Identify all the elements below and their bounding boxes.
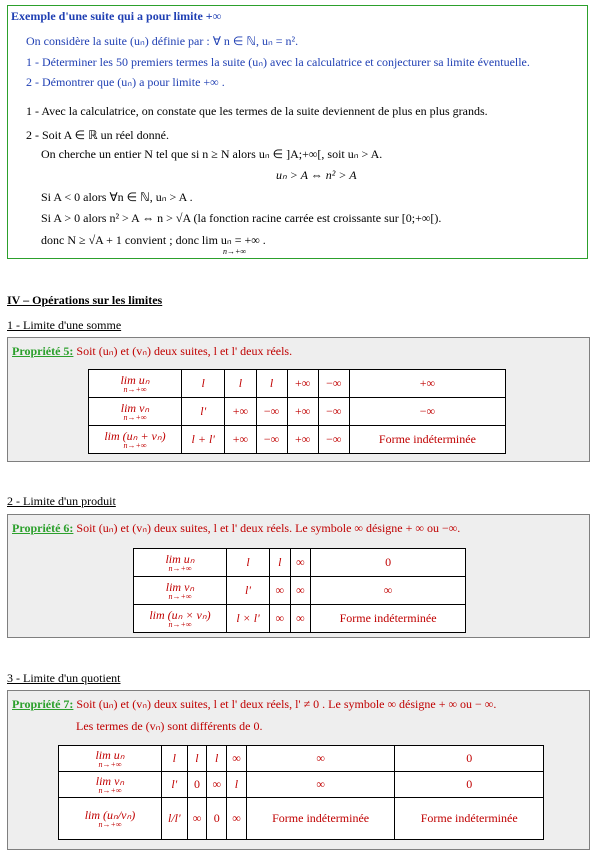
table-row [59, 798, 544, 840]
table-cell: +∞ [287, 398, 318, 426]
answer-5: Si A < 0 alors ∀n ∈ ℕ, uₙ > A . [41, 190, 193, 204]
table-cell: 0 [311, 549, 466, 577]
quotient-table [58, 745, 544, 840]
property-5-statement [12, 344, 292, 359]
table-cell: −∞ [318, 398, 349, 426]
table-cell: −∞ [256, 426, 287, 454]
table-cell: l [207, 746, 227, 772]
subsection-product: 2 - Limite d'un produit [7, 494, 116, 508]
property-5-box [7, 337, 590, 462]
table-cell: l × l' [227, 605, 270, 633]
limit-subscript: n→+∞ [123, 440, 147, 450]
table-cell: ∞ [270, 605, 291, 633]
limit-subscript: n→+∞ [123, 412, 147, 422]
table-cell: −∞ [256, 398, 287, 426]
sum-table [88, 369, 506, 454]
limit-subscript: n→+∞ [98, 785, 122, 795]
table-cell: l [270, 549, 291, 577]
table-cell: ∞ [207, 772, 227, 798]
answer-3: On cherche un entier N tel que si n ≥ N alors uₙ ∈ ]A;+∞[, soit uₙ > A. [41, 147, 383, 161]
table-cell: ∞ [227, 798, 247, 840]
property-7-text: Soit (uₙ) et (vₙ) deux suites, l et l' deux réels, l' ≠ 0 . Le symbole ∞ désigne + ∞ ou − ∞. [73, 697, 497, 711]
limit-subscript: n→+∞ [168, 591, 192, 601]
property-7-statement [12, 697, 496, 712]
example-box [7, 5, 588, 259]
limit-expression: lim (uₙ/vₙ) [84, 807, 136, 822]
table-cell: ∞ [270, 577, 291, 605]
limit-expression-cell [89, 398, 182, 426]
table-row [59, 746, 544, 772]
answer-6: Si A > 0 alors n² > A ⇔ n > √A (la fonction racine carrée est croissante sur [0;+∞[). [41, 211, 442, 225]
example-statement: On considère la suite (uₙ) définie par : ∀ n ∈ ℕ, uₙ = n². [26, 34, 299, 48]
table-cell: Forme indéterminée [395, 798, 544, 840]
section-title: IV – Opérations sur les limites [7, 293, 163, 307]
table-row [89, 398, 506, 426]
example-question-2: 2 - Démontrer que (uₙ) a pour limite +∞ . [26, 75, 225, 89]
table-cell: l' [182, 398, 225, 426]
table-cell: l [162, 746, 188, 772]
table-cell: ∞ [187, 798, 207, 840]
table-cell: −∞ [318, 370, 349, 398]
limit-subscript: n→+∞ [168, 619, 192, 629]
table-cell: ∞ [311, 577, 466, 605]
table-cell: ∞ [227, 746, 247, 772]
property-7-condition: Les termes de (vₙ) sont différents de 0. [76, 719, 263, 733]
limit-expression: lim uₙ [120, 372, 150, 387]
table-cell: 0 [207, 798, 227, 840]
table-cell: ∞ [246, 746, 395, 772]
table-row [134, 577, 466, 605]
limit-expression-cell [89, 370, 182, 398]
property-5-text: Soit (uₙ) et (vₙ) deux suites, l et l' deux réels. [73, 344, 293, 358]
table-cell: l [227, 772, 247, 798]
table-cell: +∞ [287, 426, 318, 454]
limit-expression-cell [134, 549, 227, 577]
table-cell: l' [162, 772, 188, 798]
table-row [134, 605, 466, 633]
property-6-text: Soit (uₙ) et (vₙ) deux suites, l et l' deux réels. Le symbole ∞ désigne + ∞ ou −∞. [73, 521, 461, 535]
subsection-sum: 1 - Limite d'une somme [7, 318, 122, 332]
table-row [89, 426, 506, 454]
limit-subscript: n→+∞ [168, 563, 192, 573]
limit-expression-cell [59, 772, 162, 798]
table-row [89, 370, 506, 398]
table-cell: −∞ [349, 398, 505, 426]
limit-expression-cell [134, 577, 227, 605]
limit-expression: lim (uₙ + vₙ) [104, 428, 166, 443]
table-cell: +∞ [287, 370, 318, 398]
table-cell: l [182, 370, 225, 398]
table-cell: −∞ [318, 426, 349, 454]
limit-subscript: n→+∞ [123, 384, 147, 394]
property-6-label: Propriété 6: [12, 521, 74, 535]
limit-expression-cell [89, 426, 182, 454]
subsection-quotient: 3 - Limite d'un quotient [7, 671, 121, 685]
table-cell: l + l' [182, 426, 225, 454]
limit-expression: lim (uₙ × vₙ) [149, 607, 211, 622]
property-6-statement [12, 521, 460, 536]
table-cell: l [225, 370, 256, 398]
example-question-1: 1 - Déterminer les 50 premiers termes la suite (uₙ) avec la calculatrice et conjecturer sa limite éventuelle. [26, 55, 530, 69]
limit-expression: lim vₙ [120, 400, 150, 415]
table-cell: +∞ [349, 370, 505, 398]
answer-4: uₙ > A ⇔ n² > A [276, 168, 357, 182]
table-cell: ∞ [290, 605, 311, 633]
property-7-box [7, 690, 590, 850]
table-cell: l [227, 549, 270, 577]
table-cell: Forme indéterminée [246, 798, 395, 840]
limit-expression-cell [59, 798, 162, 840]
table-cell: l/l' [162, 798, 188, 840]
table-cell: l [187, 746, 207, 772]
property-6-box [7, 514, 590, 638]
table-cell: 0 [187, 772, 207, 798]
table-cell: 0 [395, 772, 544, 798]
product-table [133, 548, 466, 633]
table-cell: 0 [395, 746, 544, 772]
answer-7-limit-sub: n→+∞ [223, 247, 247, 256]
example-title: Exemple d'une suite qui a pour limite +∞ [11, 9, 222, 23]
table-cell: ∞ [290, 577, 311, 605]
table-cell: +∞ [225, 426, 256, 454]
property-7-label: Propriété 7: [12, 697, 74, 711]
table-cell: Forme indéterminée [311, 605, 466, 633]
limit-subscript: n→+∞ [98, 819, 122, 829]
limit-expression: lim uₙ [95, 747, 125, 762]
limit-expression-cell [59, 746, 162, 772]
table-cell: Forme indéterminée [349, 426, 505, 454]
table-cell: l [256, 370, 287, 398]
table-row [59, 772, 544, 798]
answer-1: 1 - Avec la calculatrice, on constate que les termes de la suite deviennent de plus en plus grands. [26, 104, 488, 118]
table-row [134, 549, 466, 577]
table-cell: ∞ [246, 772, 395, 798]
limit-subscript: n→+∞ [98, 759, 122, 769]
table-cell: +∞ [225, 398, 256, 426]
table-cell: ∞ [290, 549, 311, 577]
property-5-label: Propriété 5: [12, 344, 74, 358]
limit-expression-cell [134, 605, 227, 633]
answer-2: 2 - Soit A ∈ ℝ un réel donné. [26, 128, 169, 142]
table-cell: l' [227, 577, 270, 605]
limit-expression: lim vₙ [165, 579, 195, 594]
answer-7: donc N ≥ √A + 1 convient ; donc lim uₙ = +∞ . [41, 233, 266, 247]
limit-expression: lim uₙ [165, 551, 195, 566]
limit-expression: lim vₙ [95, 773, 125, 788]
